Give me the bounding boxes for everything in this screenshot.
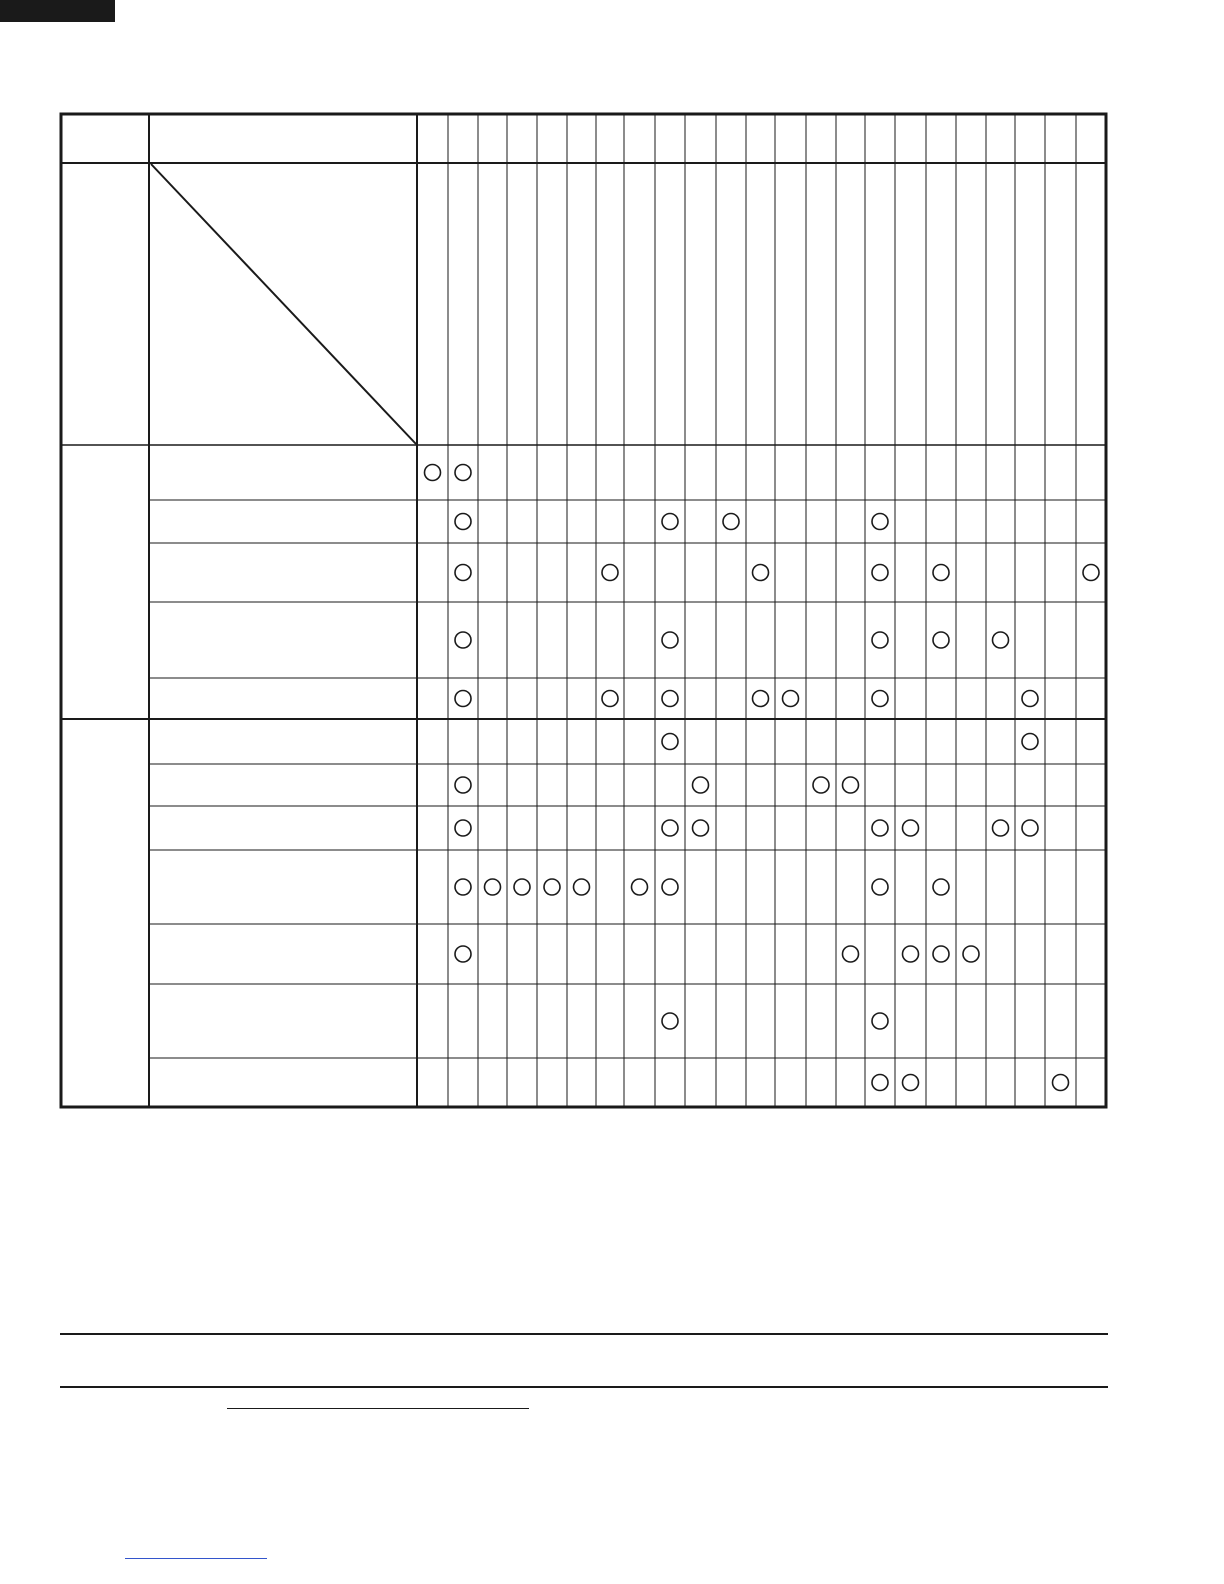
circle-mark (753, 691, 769, 707)
circle-mark (872, 691, 888, 707)
footer-rule-top (60, 1333, 1108, 1335)
corner-diagonal (151, 164, 416, 444)
circle-mark (602, 691, 618, 707)
circle-mark (843, 946, 859, 962)
circle-mark (693, 820, 709, 836)
circle-mark (872, 879, 888, 895)
circle-mark (963, 946, 979, 962)
circle-mark (872, 632, 888, 648)
footer-rule-bottom (60, 1386, 1108, 1388)
circle-mark (662, 879, 678, 895)
circle-mark (903, 820, 919, 836)
circle-mark (662, 1013, 678, 1029)
circle-mark (1022, 691, 1038, 707)
circle-mark (903, 946, 919, 962)
circle-mark (514, 879, 530, 895)
circle-mark (455, 946, 471, 962)
circle-mark (632, 879, 648, 895)
circle-mark (993, 820, 1009, 836)
circle-mark (455, 879, 471, 895)
circle-mark (662, 691, 678, 707)
circle-mark (455, 514, 471, 530)
circle-mark (455, 565, 471, 581)
circle-mark (455, 691, 471, 707)
circle-mark (783, 691, 799, 707)
circle-mark (993, 632, 1009, 648)
circle-mark (1022, 820, 1038, 836)
circle-mark (455, 465, 471, 481)
circle-mark (455, 820, 471, 836)
circle-mark (903, 1075, 919, 1091)
circle-mark (933, 946, 949, 962)
circle-mark (662, 514, 678, 530)
circle-mark (872, 514, 888, 530)
circle-mark (602, 565, 618, 581)
circle-mark (933, 565, 949, 581)
circle-mark (1083, 565, 1099, 581)
circle-mark (723, 514, 739, 530)
circle-mark (813, 777, 829, 793)
circle-mark (872, 820, 888, 836)
circle-mark (455, 777, 471, 793)
reference-underline (227, 1408, 529, 1409)
circle-mark (933, 632, 949, 648)
circle-mark (872, 565, 888, 581)
circle-mark (425, 465, 441, 481)
circle-mark (574, 879, 590, 895)
circle-mark (662, 734, 678, 750)
circle-mark (662, 632, 678, 648)
circle-mark (753, 565, 769, 581)
circle-mark (1053, 1075, 1069, 1091)
circle-mark (1022, 734, 1038, 750)
circle-mark (455, 632, 471, 648)
circle-mark (843, 777, 859, 793)
circle-mark (662, 820, 678, 836)
circle-mark (544, 879, 560, 895)
circle-mark (693, 777, 709, 793)
circle-mark (933, 879, 949, 895)
circle-mark (485, 879, 501, 895)
circle-mark (872, 1013, 888, 1029)
page-link-underline[interactable] (125, 1558, 267, 1559)
table-frame (61, 114, 1106, 1107)
circle-mark (872, 1075, 888, 1091)
